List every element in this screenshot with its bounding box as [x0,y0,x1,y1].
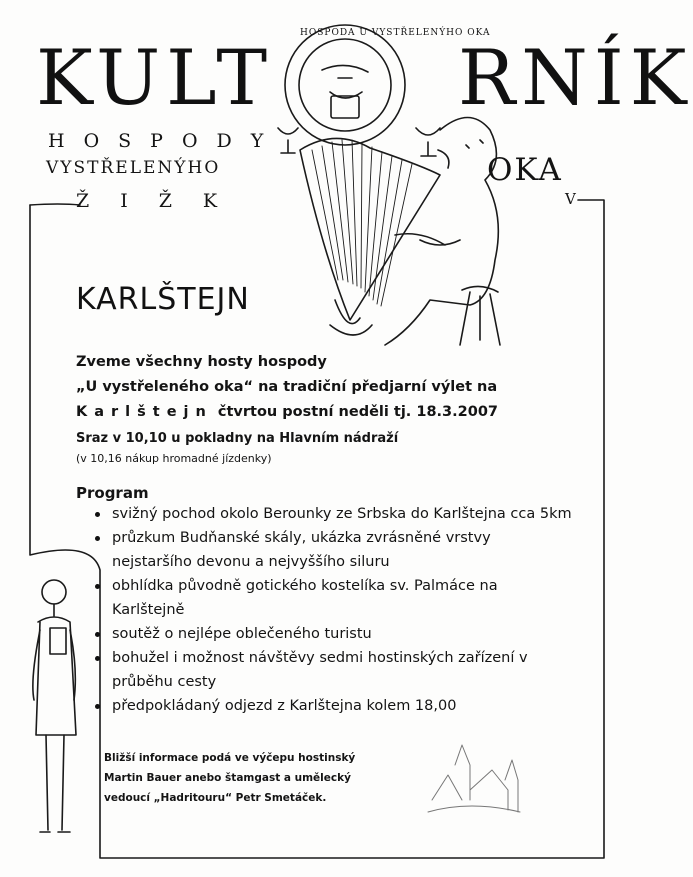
seal-text: HOSPODA U VYSTŘELENÝHO OKA [300,28,491,38]
page-title: KARLŠTEJN [76,282,250,317]
invite-line-3 [76,400,546,425]
harpist-figure [385,118,498,346]
seal-outer [285,25,405,145]
masthead-oka: OKA [487,152,563,188]
contact-info [104,748,404,808]
masthead-kult: KULT [36,33,274,122]
invitation-text [76,350,546,425]
list-item: předpokládaný odjezd z Karlštejna kolem 18,00 [112,694,572,718]
program-heading: Program [76,484,149,502]
invite-date: čtvrtou postní neděli tj. 18.3.2007 [217,404,499,420]
invite-line-2: „U vystřeleného oka“ na tradiční předjarní výlet na [76,379,498,395]
castle-sketch [428,745,520,812]
meeting-note: (v 10,16 nákup hromadné jízdenky) [76,452,272,465]
invite-line-1: Zveme všechny hosty hospody [76,354,327,370]
invite-place: Karlštejn [76,404,213,420]
info-line-1: Bližší informace podá ve výčepu hostinský [104,752,356,764]
list-item: bohužel i možnost návštěvy sedmi hostinských zařízení v průběhu cesty [112,646,572,694]
list-item: soutěž o nejlépe oblečeného turistu [112,622,572,646]
masthead-v-mark: V [565,190,576,208]
info-line-3: vedoucí „Hadritouru“ Petr Smetáček. [104,792,327,804]
harp-frame [300,138,440,320]
masthead-hospody: HOSPODY [48,130,283,152]
masthead-rnik: RNÍK [458,33,693,122]
masthead-vystreleneho: VYSTŘELENÝHO [46,158,221,178]
list-item: obhlídka původně gotického kostelíka sv. Palmáce na Karlštejně [112,574,572,622]
girl-figure [33,580,76,832]
program-list [92,502,572,718]
list-item: průzkum Budňanské skály, ukázka zvrásněné vrstvy nejstaršího devonu a nejvyššího siluru [112,526,572,574]
masthead-zizk: ŽIŽK [76,190,249,212]
meeting-point: Sraz v 10,10 u pokladny na Hlavním nádraží [76,431,399,446]
info-line-2: Martin Bauer anebo štamgast a umělecký [104,772,351,784]
list-item: svižný pochod okolo Berounky ze Srbska do Karlštejna cca 5km [112,502,572,526]
